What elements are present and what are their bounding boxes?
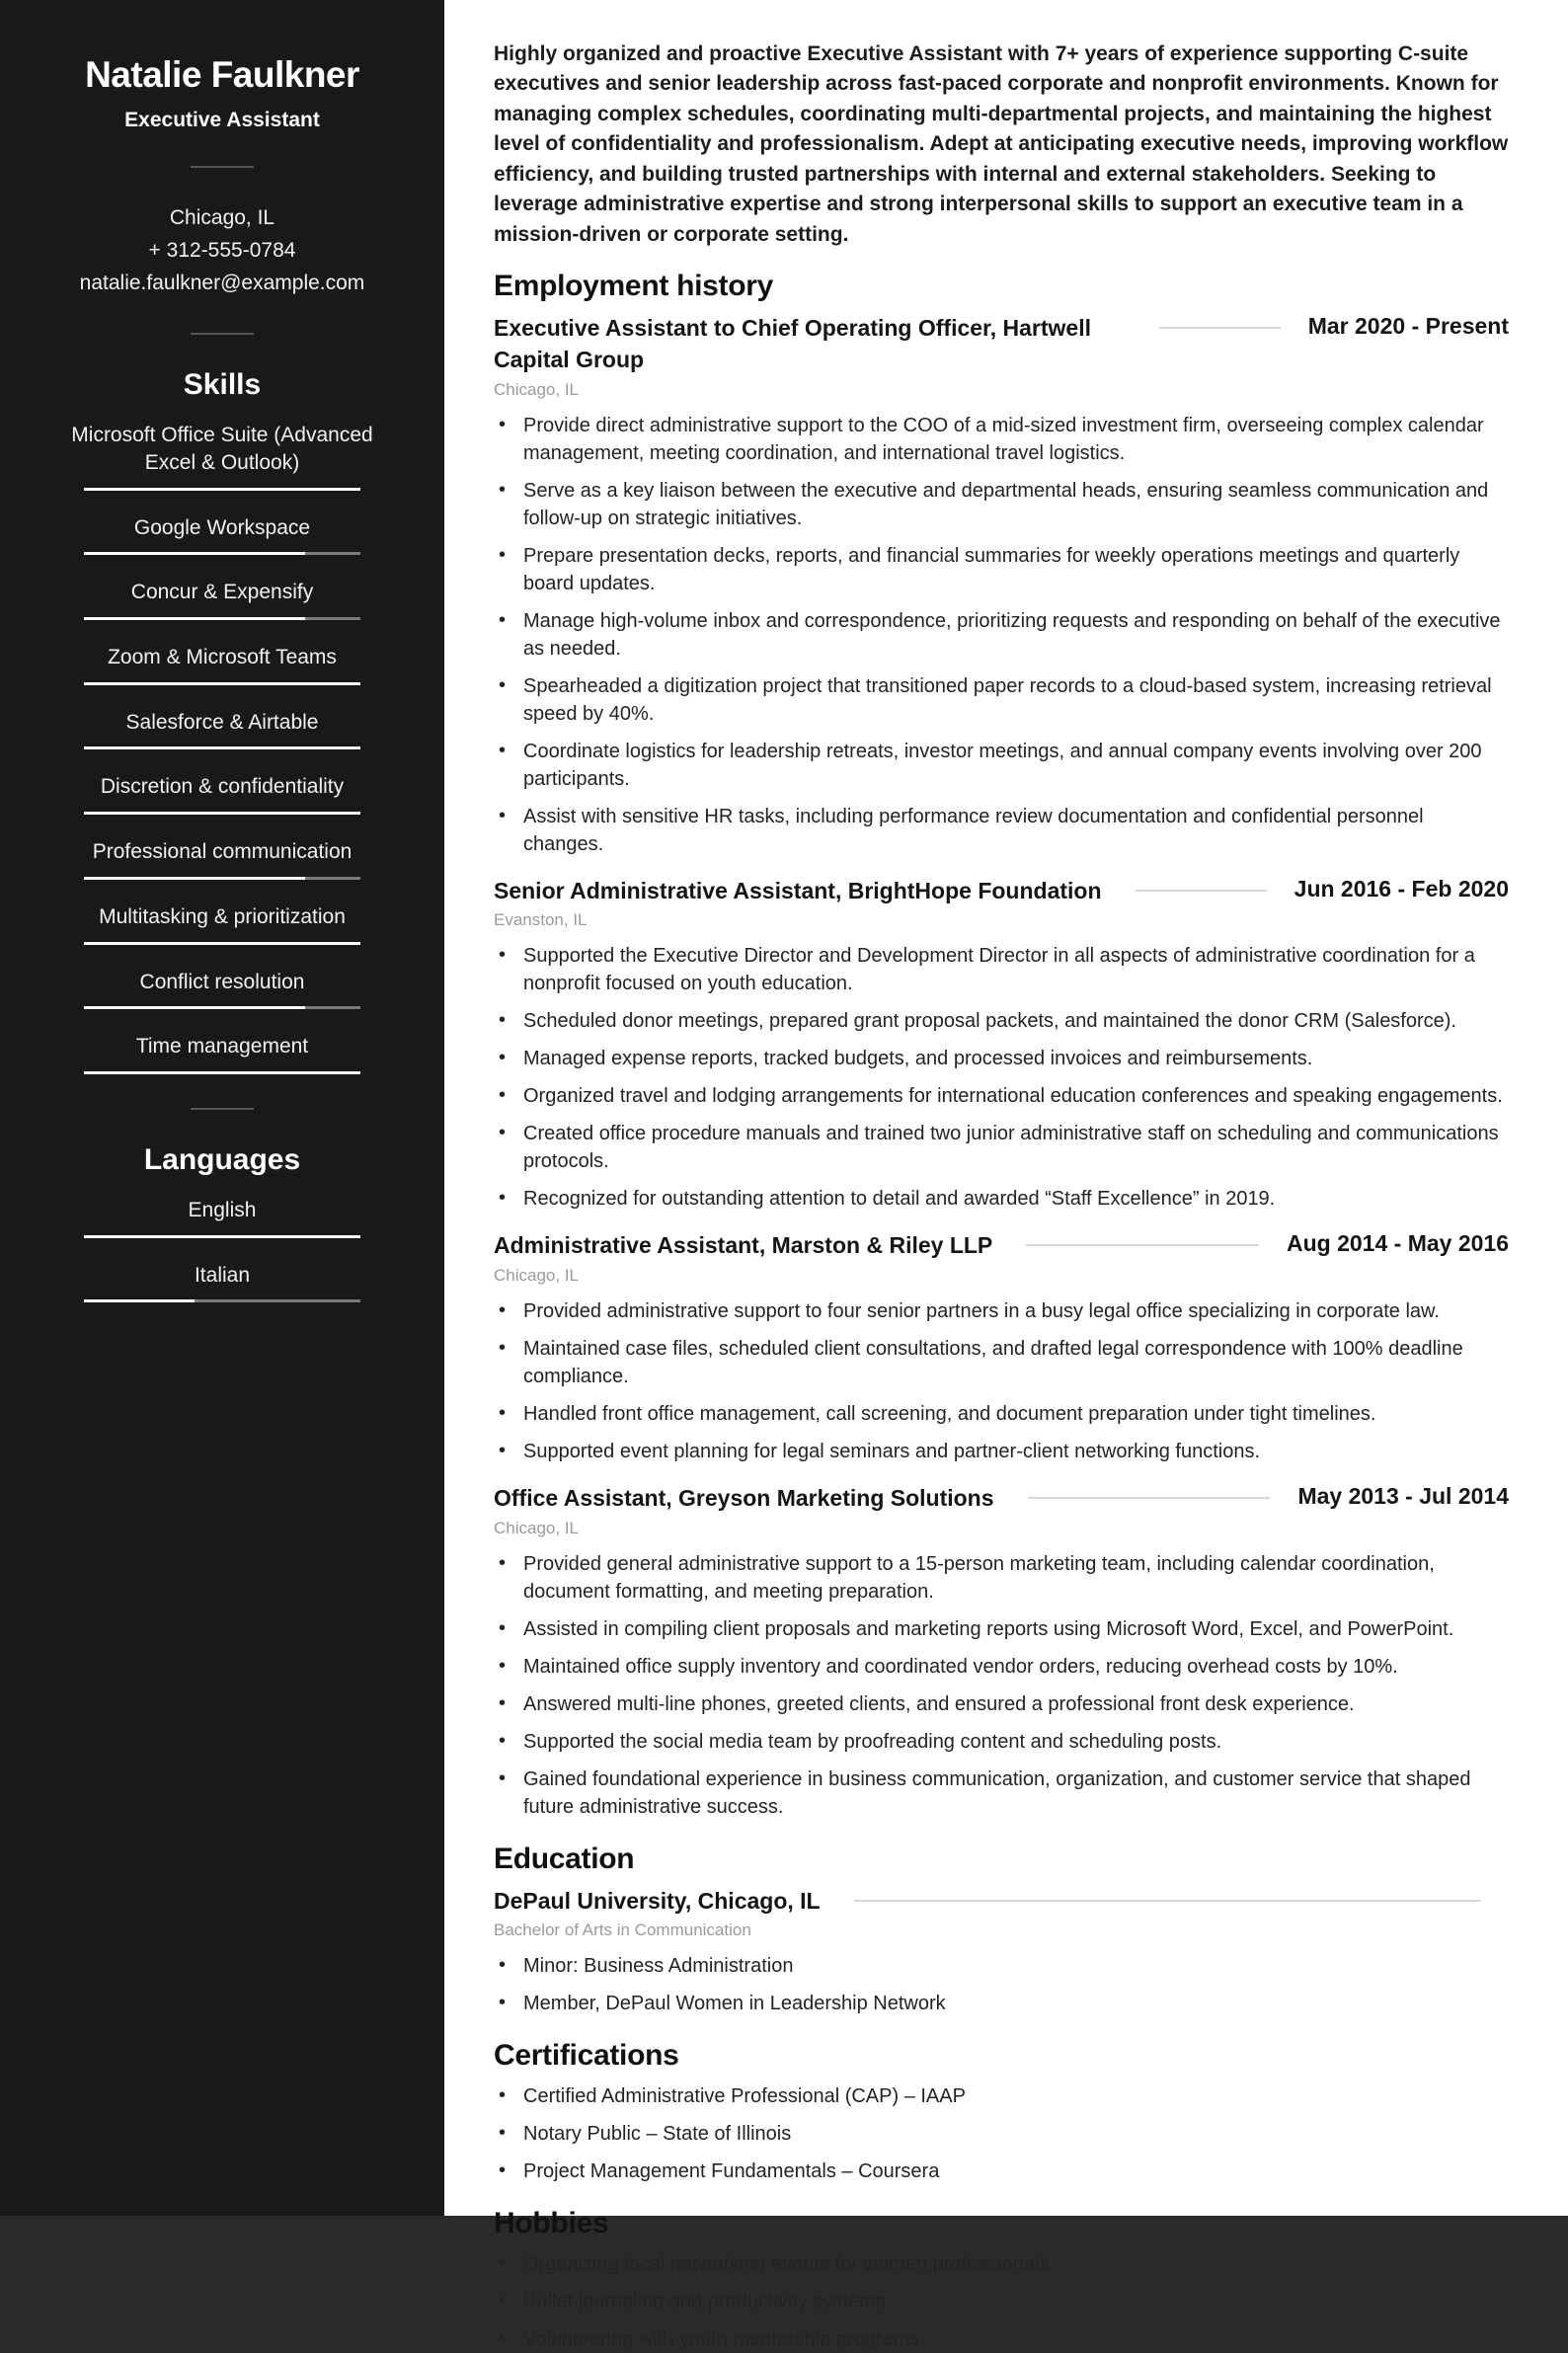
person-name: Natalie Faulkner bbox=[85, 54, 359, 95]
skills-list bbox=[57, 422, 387, 1074]
skill-item-label: Salesforce & Airtable bbox=[125, 710, 319, 734]
skill-item-bar bbox=[84, 746, 360, 749]
skill-item bbox=[57, 773, 387, 815]
employment-heading: Employment history bbox=[494, 270, 773, 303]
job-bullet: • Manage high-volume inbox and correspondence, prioritizing requests and responding on behalf of the executive as needed. bbox=[494, 607, 1509, 663]
job-bullet: • Supported the social media team by proofreading content and scheduling posts. bbox=[494, 1728, 1509, 1756]
job-entry-head bbox=[494, 313, 1509, 375]
skill-item bbox=[57, 644, 387, 685]
job-bullet: • Spearheaded a digitization project that transitioned paper records to a cloud-based system, increasing retrieval speed by 40%. bbox=[494, 672, 1509, 728]
language-item-label: Italian bbox=[194, 1263, 251, 1287]
job-location: Chicago, IL bbox=[494, 1266, 579, 1285]
languages-heading: Languages bbox=[143, 1142, 301, 1176]
skill-item-bar bbox=[84, 488, 360, 491]
skill-item-bar-fill bbox=[84, 617, 305, 620]
main-column bbox=[444, 0, 1568, 2351]
contact-line: + 312-555-0784 bbox=[148, 238, 296, 262]
education-bullet: • Minor: Business Administration bbox=[494, 1952, 1509, 1980]
job-bullet: • Assisted in compiling client proposals and marketing reports using Microsoft Word, Excel, and PowerPoint. bbox=[494, 1615, 1509, 1643]
job-bullet: • Managed expense reports, tracked budgets, and processed invoices and reimbursements. bbox=[494, 1045, 1509, 1072]
skill-item-bar-fill bbox=[84, 552, 305, 555]
job-entry bbox=[494, 313, 1509, 857]
skill-item-bar-fill bbox=[84, 488, 360, 491]
job-entry-head bbox=[494, 1230, 1509, 1262]
education-bullet: • Member, DePaul Women in Leadership Network bbox=[494, 1990, 1509, 2017]
skill-item bbox=[57, 579, 387, 620]
job-bullet: • Provided general administrative support to a 15-person marketing team, including calendar coordination, document formatting, and meeting preparation. bbox=[494, 1550, 1509, 1606]
certification-bullets bbox=[494, 2082, 1509, 2185]
skill-item-label: Zoom & Microsoft Teams bbox=[108, 645, 337, 668]
certification-bullet: • Certified Administrative Professional (CAP) – IAAP bbox=[494, 2082, 1509, 2110]
education-entry bbox=[494, 1886, 1509, 2018]
job-bullet: • Scheduled donor meetings, prepared grant proposal packets, and maintained the donor CRM (Salesforce). bbox=[494, 1007, 1509, 1035]
skills-heading: Skills bbox=[183, 368, 262, 402]
languages-list bbox=[57, 1197, 387, 1302]
skill-item-bar-fill bbox=[84, 746, 360, 749]
job-title: Office Assistant, Greyson Marketing Solutions bbox=[494, 1485, 994, 1511]
skill-item-bar-fill bbox=[84, 682, 360, 685]
skill-item bbox=[57, 1033, 387, 1074]
skill-item-bar-fill bbox=[84, 877, 305, 880]
sidebar-divider bbox=[191, 1108, 254, 1110]
job-dates: May 2013 - Jul 2014 bbox=[1297, 1483, 1509, 1509]
entry-rule bbox=[1026, 1244, 1259, 1246]
job-title: Administrative Assistant, Marston & Riley LLP bbox=[494, 1232, 993, 1259]
sidebar bbox=[0, 0, 444, 2216]
language-item-label: English bbox=[188, 1198, 257, 1221]
certification-bullet: • Notary Public – State of Illinois bbox=[494, 2120, 1509, 2148]
job-bullet: • Provide direct administrative support to the COO of a mid-sized investment firm, overseeing complex calendar management, meeting coordination, and international travel logistics. bbox=[494, 412, 1509, 467]
certifications-heading: Certifications bbox=[494, 2039, 679, 2073]
certification-bullet: • Project Management Fundamentals – Coursera bbox=[494, 2157, 1509, 2185]
job-entry-head bbox=[494, 876, 1509, 907]
skill-item-label: Professional communication bbox=[92, 840, 353, 864]
entry-rule bbox=[854, 1900, 1481, 1902]
skill-item-bar bbox=[84, 617, 360, 620]
job-dates: Jun 2016 - Feb 2020 bbox=[1294, 875, 1509, 902]
skill-item-label: Microsoft Office Suite (Advanced Excel & Outlook) bbox=[71, 424, 373, 474]
language-item-bar-fill bbox=[84, 1299, 195, 1302]
language-item-bar bbox=[84, 1299, 360, 1302]
skill-item-label: Conflict resolution bbox=[139, 970, 305, 993]
hobby-bullets bbox=[494, 2250, 1509, 2353]
hobby-bullet: • Organizing local networking events for women professionals bbox=[494, 2250, 1509, 2278]
sidebar-divider bbox=[191, 333, 254, 335]
skill-item bbox=[57, 969, 387, 1010]
job-location: Chicago, IL bbox=[494, 1518, 579, 1537]
skill-item-bar bbox=[84, 682, 360, 685]
person-role: Executive Assistant bbox=[124, 108, 320, 131]
skill-item bbox=[57, 422, 387, 490]
profile-summary: Highly organized and proactive Executive Assistant with 7+ years of experience supporting C-suite executives and senior leadership across fast-paced corporate and nonprofit environments. Known for managing complex schedules, coordinating multi-departmental projects, and maintaining the highest level of confidentiality and professionalism. Adept at anticipating executive needs, improving workflow efficiency, and building trusted partnerships with internal and external stakeholders. Seeking to leverage administrative expertise and strong interpersonal skills to support an executive team in a mission-driven or corporate setting. bbox=[494, 42, 1509, 246]
job-dates: Aug 2014 - May 2016 bbox=[1286, 1230, 1509, 1257]
job-entry bbox=[494, 876, 1509, 1214]
job-bullet: • Serve as a key liaison between the executive and departmental heads, ensuring seamless communication and follow-up on strategic initiatives. bbox=[494, 477, 1509, 532]
skill-item-bar bbox=[84, 877, 360, 880]
skill-item-bar bbox=[84, 812, 360, 815]
job-bullet: • Prepare presentation decks, reports, and financial summaries for weekly operations meetings and quarterly board updates. bbox=[494, 542, 1509, 597]
entry-rule bbox=[1028, 1497, 1271, 1499]
skill-item-label: Multitasking & prioritization bbox=[99, 904, 346, 928]
language-item bbox=[57, 1197, 387, 1238]
job-bullet: • Provided administrative support to four senior partners in a busy legal office specializing in corporate law. bbox=[494, 1297, 1509, 1325]
education-bullets bbox=[494, 1952, 1509, 2017]
education-heading: Education bbox=[494, 1842, 635, 1875]
skill-item-bar bbox=[84, 552, 360, 555]
hobby-bullet: • Volunteering with youth mentorship programs bbox=[494, 2325, 1509, 2353]
skill-item-bar bbox=[84, 1071, 360, 1074]
job-bullet: • Answered multi-line phones, greeted clients, and ensured a professional front desk experience. bbox=[494, 1690, 1509, 1718]
job-bullet: • Recognized for outstanding attention to detail and awarded “Staff Excellence” in 2019. bbox=[494, 1185, 1509, 1213]
skill-item-bar-fill bbox=[84, 1006, 305, 1009]
job-bullet: • Maintained office supply inventory and coordinated vendor orders, reducing overhead costs by 10%. bbox=[494, 1653, 1509, 1681]
skill-item-label: Concur & Expensify bbox=[130, 581, 314, 604]
skill-item-label: Google Workspace bbox=[133, 515, 311, 539]
sidebar-divider bbox=[191, 166, 254, 168]
job-bullet: • Maintained case files, scheduled client consultations, and drafted legal correspondence with 100% deadline compliance. bbox=[494, 1335, 1509, 1390]
skill-item-bar bbox=[84, 942, 360, 945]
job-bullets bbox=[494, 1550, 1509, 1821]
job-bullet: • Gained foundational experience in business communication, organization, and customer service that shaped future administrative success. bbox=[494, 1765, 1509, 1821]
job-location: Chicago, IL bbox=[494, 379, 579, 399]
language-item bbox=[57, 1262, 387, 1303]
entry-rule bbox=[1136, 890, 1267, 892]
job-bullet: • Supported the Executive Director and Development Director in all aspects of administrative coordination for a nonprofit focused on youth education. bbox=[494, 942, 1509, 997]
job-bullets bbox=[494, 412, 1509, 858]
job-bullets bbox=[494, 942, 1509, 1213]
skill-item-label: Time management bbox=[135, 1035, 309, 1059]
contact-line: natalie.faulkner@example.com bbox=[79, 271, 365, 294]
education-school: DePaul University, Chicago, IL bbox=[494, 1887, 821, 1914]
job-bullet: • Assist with sensitive HR tasks, including performance review documentation and confidential personnel changes. bbox=[494, 803, 1509, 858]
skill-item-bar-fill bbox=[84, 812, 360, 815]
skill-item bbox=[57, 903, 387, 945]
job-location: Evanston, IL bbox=[494, 910, 588, 930]
job-entry bbox=[494, 1483, 1509, 1821]
job-bullet: • Supported event planning for legal seminars and partner-client networking functions. bbox=[494, 1438, 1509, 1465]
job-title: Senior Administrative Assistant, BrightHope Foundation bbox=[494, 877, 1102, 903]
job-bullet: • Handled front office management, call screening, and document preparation under tight timelines. bbox=[494, 1400, 1509, 1428]
hobbies-heading: Hobbies bbox=[494, 2207, 609, 2240]
skill-item-label: Discretion & confidentiality bbox=[100, 775, 345, 799]
education-degree: Bachelor of Arts in Communication bbox=[494, 1921, 751, 1940]
language-item-bar-fill bbox=[84, 1235, 360, 1238]
job-dates: Mar 2020 - Present bbox=[1307, 313, 1509, 340]
language-item-bar bbox=[84, 1235, 360, 1238]
job-entry bbox=[494, 1230, 1509, 1465]
job-bullet: • Organized travel and lodging arrangements for international education conferences and speaking engagements. bbox=[494, 1082, 1509, 1110]
skill-item bbox=[57, 838, 387, 880]
skill-item-bar bbox=[84, 1006, 360, 1009]
hobby-bullet: • Bullet journaling and productivity systems bbox=[494, 2288, 1509, 2315]
job-bullet: • Coordinate logistics for leadership retreats, investor meetings, and annual company events involving over 200 participants. bbox=[494, 738, 1509, 793]
skill-item bbox=[57, 514, 387, 556]
education-entry-head bbox=[494, 1886, 1509, 1918]
job-title: Executive Assistant to Chief Operating Officer, Hartwell Capital Group bbox=[494, 315, 1091, 372]
job-entry-head bbox=[494, 1483, 1509, 1515]
skill-item bbox=[57, 709, 387, 750]
contact-list bbox=[57, 201, 387, 300]
skill-item-bar-fill bbox=[84, 942, 360, 945]
job-bullet: • Created office procedure manuals and trained two junior administrative staff on scheduling and communications protocols. bbox=[494, 1120, 1509, 1175]
entry-rule bbox=[1159, 327, 1281, 329]
skill-item-bar-fill bbox=[84, 1071, 360, 1074]
contact-line: Chicago, IL bbox=[169, 205, 275, 229]
job-bullets bbox=[494, 1297, 1509, 1465]
employment-list bbox=[494, 313, 1509, 1821]
